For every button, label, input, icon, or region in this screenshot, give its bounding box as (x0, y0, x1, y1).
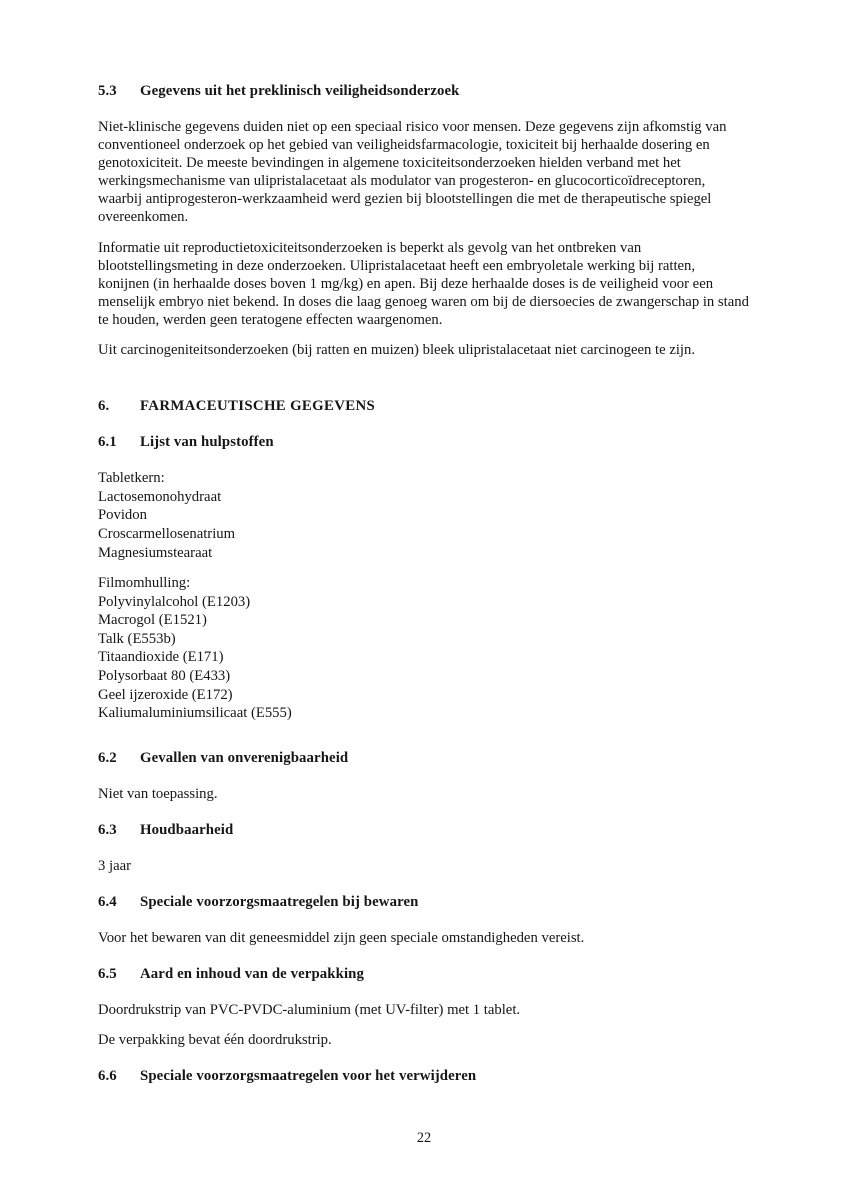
list-item: Titaandioxide (E171) (98, 649, 224, 666)
list-item: Talk (E553b) (98, 630, 176, 647)
spacer (98, 1019, 750, 1031)
spacer (98, 415, 750, 433)
list-item: Polysorbaat 80 (E433) (98, 668, 231, 685)
spacer (98, 1049, 750, 1067)
heading-6-2 (98, 749, 750, 767)
heading-6-4-title: Speciale voorzorgsmaatregelen bij bewaren (140, 894, 419, 911)
tablet-core-label: Tabletkern: (98, 470, 165, 487)
paragraph-container-2: De verpakking bevat één doordrukstrip. (98, 1032, 332, 1049)
spacer (98, 947, 750, 965)
spacer (98, 451, 750, 469)
heading-6-6-number: 6.6 (98, 1068, 117, 1085)
heading-6 (98, 397, 750, 415)
heading-6-5 (98, 965, 750, 983)
list-item: Macrogol (E1521) (98, 612, 207, 629)
list-item: Magnesiumstearaat (98, 544, 213, 561)
heading-6-1 (98, 433, 750, 451)
spacer (98, 911, 750, 929)
spacer (98, 875, 750, 893)
heading-6-3-number: 6.3 (98, 821, 117, 838)
heading-6-number: 6. (98, 398, 110, 415)
spacer (98, 983, 750, 1001)
film-coating-list (98, 574, 750, 723)
tablet-core-list (98, 469, 750, 562)
spacer (98, 723, 750, 749)
heading-6-1-title: Lijst van hulpstoffen (140, 434, 274, 451)
spacer (98, 359, 750, 397)
heading-6-2-title: Gevallen van onverenigbaarheid (140, 749, 349, 766)
heading-5-3-number: 5.3 (98, 83, 117, 99)
list-item: Geel ijzeroxide (E172) (98, 686, 233, 703)
list-item: Croscarmellosenatrium (98, 525, 236, 542)
heading-6-5-number: 6.5 (98, 966, 117, 983)
page-content (98, 82, 750, 1085)
heading-6-1-number: 6.1 (98, 434, 117, 451)
spacer (98, 329, 750, 341)
spacer (98, 839, 750, 857)
paragraph-preclinical-3: Uit carcinogeniteitsonderzoeken (bij ratten en muizen) bleek ulipristalacetaat niet carcinogeen te zijn. (98, 342, 696, 359)
spacer (98, 767, 750, 785)
heading-5-3-title: Gegevens uit het preklinisch veiligheidsonderzoek (140, 83, 460, 99)
heading-6-6-title: Speciale voorzorgsmaatregelen voor het verwijderen (140, 1068, 477, 1085)
list-item: Lactosemonohydraat (98, 488, 222, 505)
spacer (98, 227, 750, 239)
paragraph-container-1: Doordrukstrip van PVC-PVDC-aluminium (met UV-filter) met 1 tablet. (98, 1002, 521, 1019)
heading-6-title: FARMACEUTISCHE GEGEVENS (140, 398, 376, 415)
list-item: Polyvinylalcohol (E1203) (98, 593, 251, 610)
heading-5-3 (98, 82, 750, 100)
paragraph-incompatibilities: Niet van toepassing. (98, 785, 218, 802)
heading-6-4-number: 6.4 (98, 894, 117, 911)
list-item: Kaliumaluminiumsilicaat (E555) (98, 705, 292, 722)
heading-6-3 (98, 821, 750, 839)
heading-6-3-title: Houdbaarheid (140, 821, 234, 838)
heading-6-2-number: 6.2 (98, 749, 117, 766)
paragraph-preclinical-2: Informatie uit reproductietoxiciteitsonderzoeken is beperkt als gevolg van het ontbreken van blootstellingsmeting in deze onderzoeken. Ulipristalacetaat heeft een embryoletale werking bij ratten, konijnen (in herhaalde doses boven 1 mg/kg) en apen. Bij deze herhaalde doses is de veiligheid voor een menselijk embryo niet bekend. In doses die laag genoeg waren om bij de diersoecies de zwangerschap in stand te houden, werden geen teratogene effecten waargenomen. (98, 239, 749, 328)
heading-6-4 (98, 893, 750, 911)
spacer (98, 562, 750, 574)
list-item: Povidon (98, 507, 147, 524)
paragraph-preclinical-1: Niet-klinische gegevens duiden niet op een speciaal risico voor mensen. Deze gegevens zijn afkomstig van conventioneel onderzoek op het gebied van veiligheidsfarmacologie, toxiciteit bij herhaalde dosering en genotoxiciteit. De meeste bevindingen in algemene toxiciteitsonderzoeken hielden verband met het werkingsmechanisme van ulipristalacetaat als modulator van progesteron- en glucocorticoïdreceptoren, waarbij antiprogesteron-werkzaamheid werd gezien bij blootstellingen die met de therapeutische spiegel overeenkomen. (98, 119, 727, 226)
spacer (98, 803, 750, 821)
heading-6-5-title: Aard en inhoud van de verpakking (140, 966, 364, 983)
spacer (98, 100, 750, 118)
film-coating-label: Filmomhulling: (98, 575, 191, 592)
paragraph-shelf-life: 3 jaar (98, 857, 132, 874)
page-number: 22 (416, 1130, 432, 1146)
heading-6-6 (98, 1067, 750, 1085)
paragraph-storage: Voor het bewaren van dit geneesmiddel zijn geen speciale omstandigheden vereist. (98, 930, 585, 947)
